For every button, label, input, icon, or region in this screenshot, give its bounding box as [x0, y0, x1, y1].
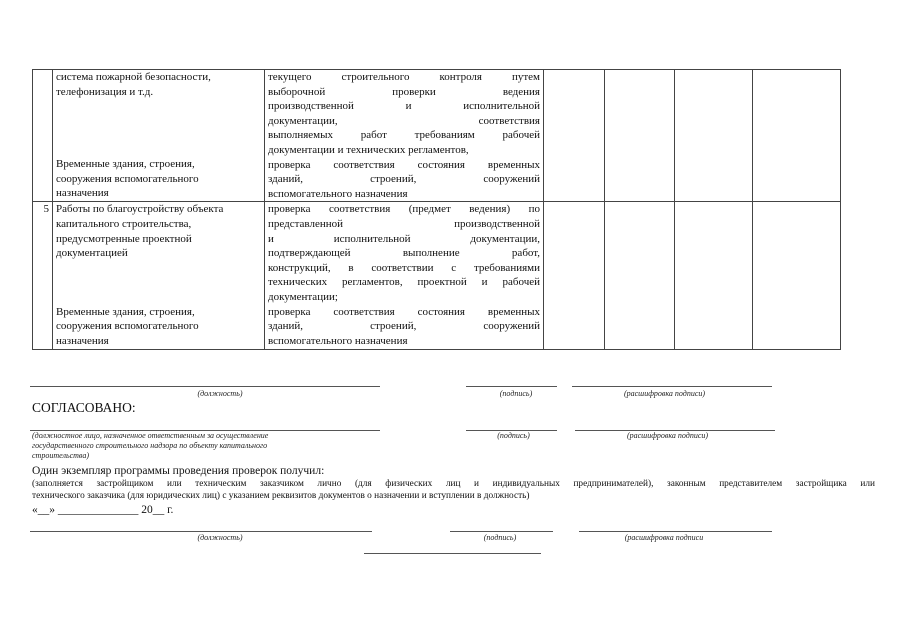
decode-line[interactable] — [579, 531, 772, 532]
row-number-cell: 5 — [33, 202, 53, 349]
inspection-program-table — [32, 69, 841, 350]
table-row — [33, 70, 841, 202]
control-line: документации и технических регламентов, — [268, 143, 469, 156]
control-line: документации, соответствия — [268, 114, 540, 127]
position-caption: (должность) — [197, 533, 243, 542]
agreed-title: СОГЛАСОВАНО: — [32, 400, 136, 415]
control-line: проверка соответствия состояния временных — [268, 158, 540, 171]
signature-line[interactable] — [466, 386, 557, 387]
control-line: текущего строительного контроля путем — [268, 71, 540, 83]
work-line: телефонизация и т.д. — [56, 85, 154, 98]
work-line: Временные здания, строения, — [56, 158, 195, 171]
decode-line[interactable] — [572, 386, 772, 387]
agreed-position-caption: (должностное лицо, назначенное ответственным за осуществление государственного строительного надзора по объекту капитального строительства) — [32, 431, 269, 460]
row-number-cell — [33, 70, 53, 202]
control-line: проверка соответствия состояния временных — [268, 305, 540, 318]
work-line: Работы по благоустройству объекта — [56, 203, 224, 216]
empty-cell — [544, 70, 605, 202]
control-line: производственной и исполнительной — [268, 100, 540, 113]
empty-cell — [753, 202, 841, 349]
empty-cell — [753, 70, 841, 202]
signature-caption: (подпись) — [483, 533, 517, 542]
agreed-decode-caption: (расшифровка подписи) — [626, 431, 709, 440]
receipt-date-field[interactable]: «__» ______________ 20__ г. — [32, 504, 174, 516]
signature-line[interactable] — [450, 531, 553, 532]
control-line: технических регламентов, проектной и рабочей — [268, 276, 540, 289]
control-line: зданий, строений, сооружений — [268, 173, 540, 186]
control-line: зданий, строений, сооружений — [268, 320, 540, 333]
work-type-cell — [53, 202, 265, 349]
work-line: назначения — [56, 187, 109, 200]
extra-line[interactable] — [364, 553, 541, 554]
work-type-cell — [53, 70, 265, 202]
control-line: документации; — [268, 290, 338, 303]
empty-cell — [605, 202, 675, 349]
empty-cell — [675, 202, 753, 349]
control-line: подтверждающей выполнение работ, — [268, 247, 540, 260]
position-line[interactable] — [30, 531, 372, 532]
control-method-cell — [265, 70, 544, 202]
control-line: выполняемых работ требованиям рабочей — [268, 129, 540, 142]
control-line: представленной производственной — [268, 217, 540, 230]
work-line: назначения — [56, 334, 109, 347]
empty-cell — [605, 70, 675, 202]
work-line: система пожарной безопасности, — [56, 71, 211, 83]
control-line: и исполнительной документации, — [268, 232, 540, 245]
agreed-signature-caption: (подпись) — [497, 431, 530, 440]
work-line: Временные здания, строения, — [56, 305, 195, 318]
work-line: предусмотренные проектной — [56, 232, 192, 245]
receipt-note-line: технического заказчика (для юридических лиц) с указанием реквизитов документов о назначении и вступлении в должность) — [32, 491, 530, 501]
work-line: капитального строительства, — [56, 217, 192, 230]
position-caption: (должность) — [197, 389, 243, 398]
work-line: документацией — [56, 247, 128, 260]
work-line: сооружения вспомогательного — [56, 320, 199, 333]
empty-cell — [544, 202, 605, 349]
signature-caption: (подпись) — [499, 389, 533, 398]
control-method-cell — [265, 202, 544, 349]
decode-caption: (расшифровка подписи — [624, 533, 704, 542]
work-line: сооружения вспомогательного — [56, 172, 199, 185]
decode-caption: (расшифровка подписи) — [623, 389, 706, 398]
control-line: выборочной проверки ведения — [268, 85, 540, 98]
position-line[interactable] — [30, 386, 380, 387]
receipt-heading: Один экземпляр программы проведения проверок получил: — [32, 465, 325, 477]
control-line: вспомогательного назначения — [268, 187, 408, 200]
empty-cell — [675, 70, 753, 202]
control-line: проверка соответствия (предмет ведения) по — [268, 203, 540, 216]
table-row — [33, 202, 841, 349]
control-line: конструкций, в соответствии с требованиями — [268, 261, 540, 274]
control-line: вспомогательного назначения — [268, 334, 408, 347]
receipt-note-line: (заполняется застройщиком или техническим заказчиком лично (для физических лиц и индивидуальных предпринимателей), законным представителем застройщика или — [32, 479, 875, 489]
